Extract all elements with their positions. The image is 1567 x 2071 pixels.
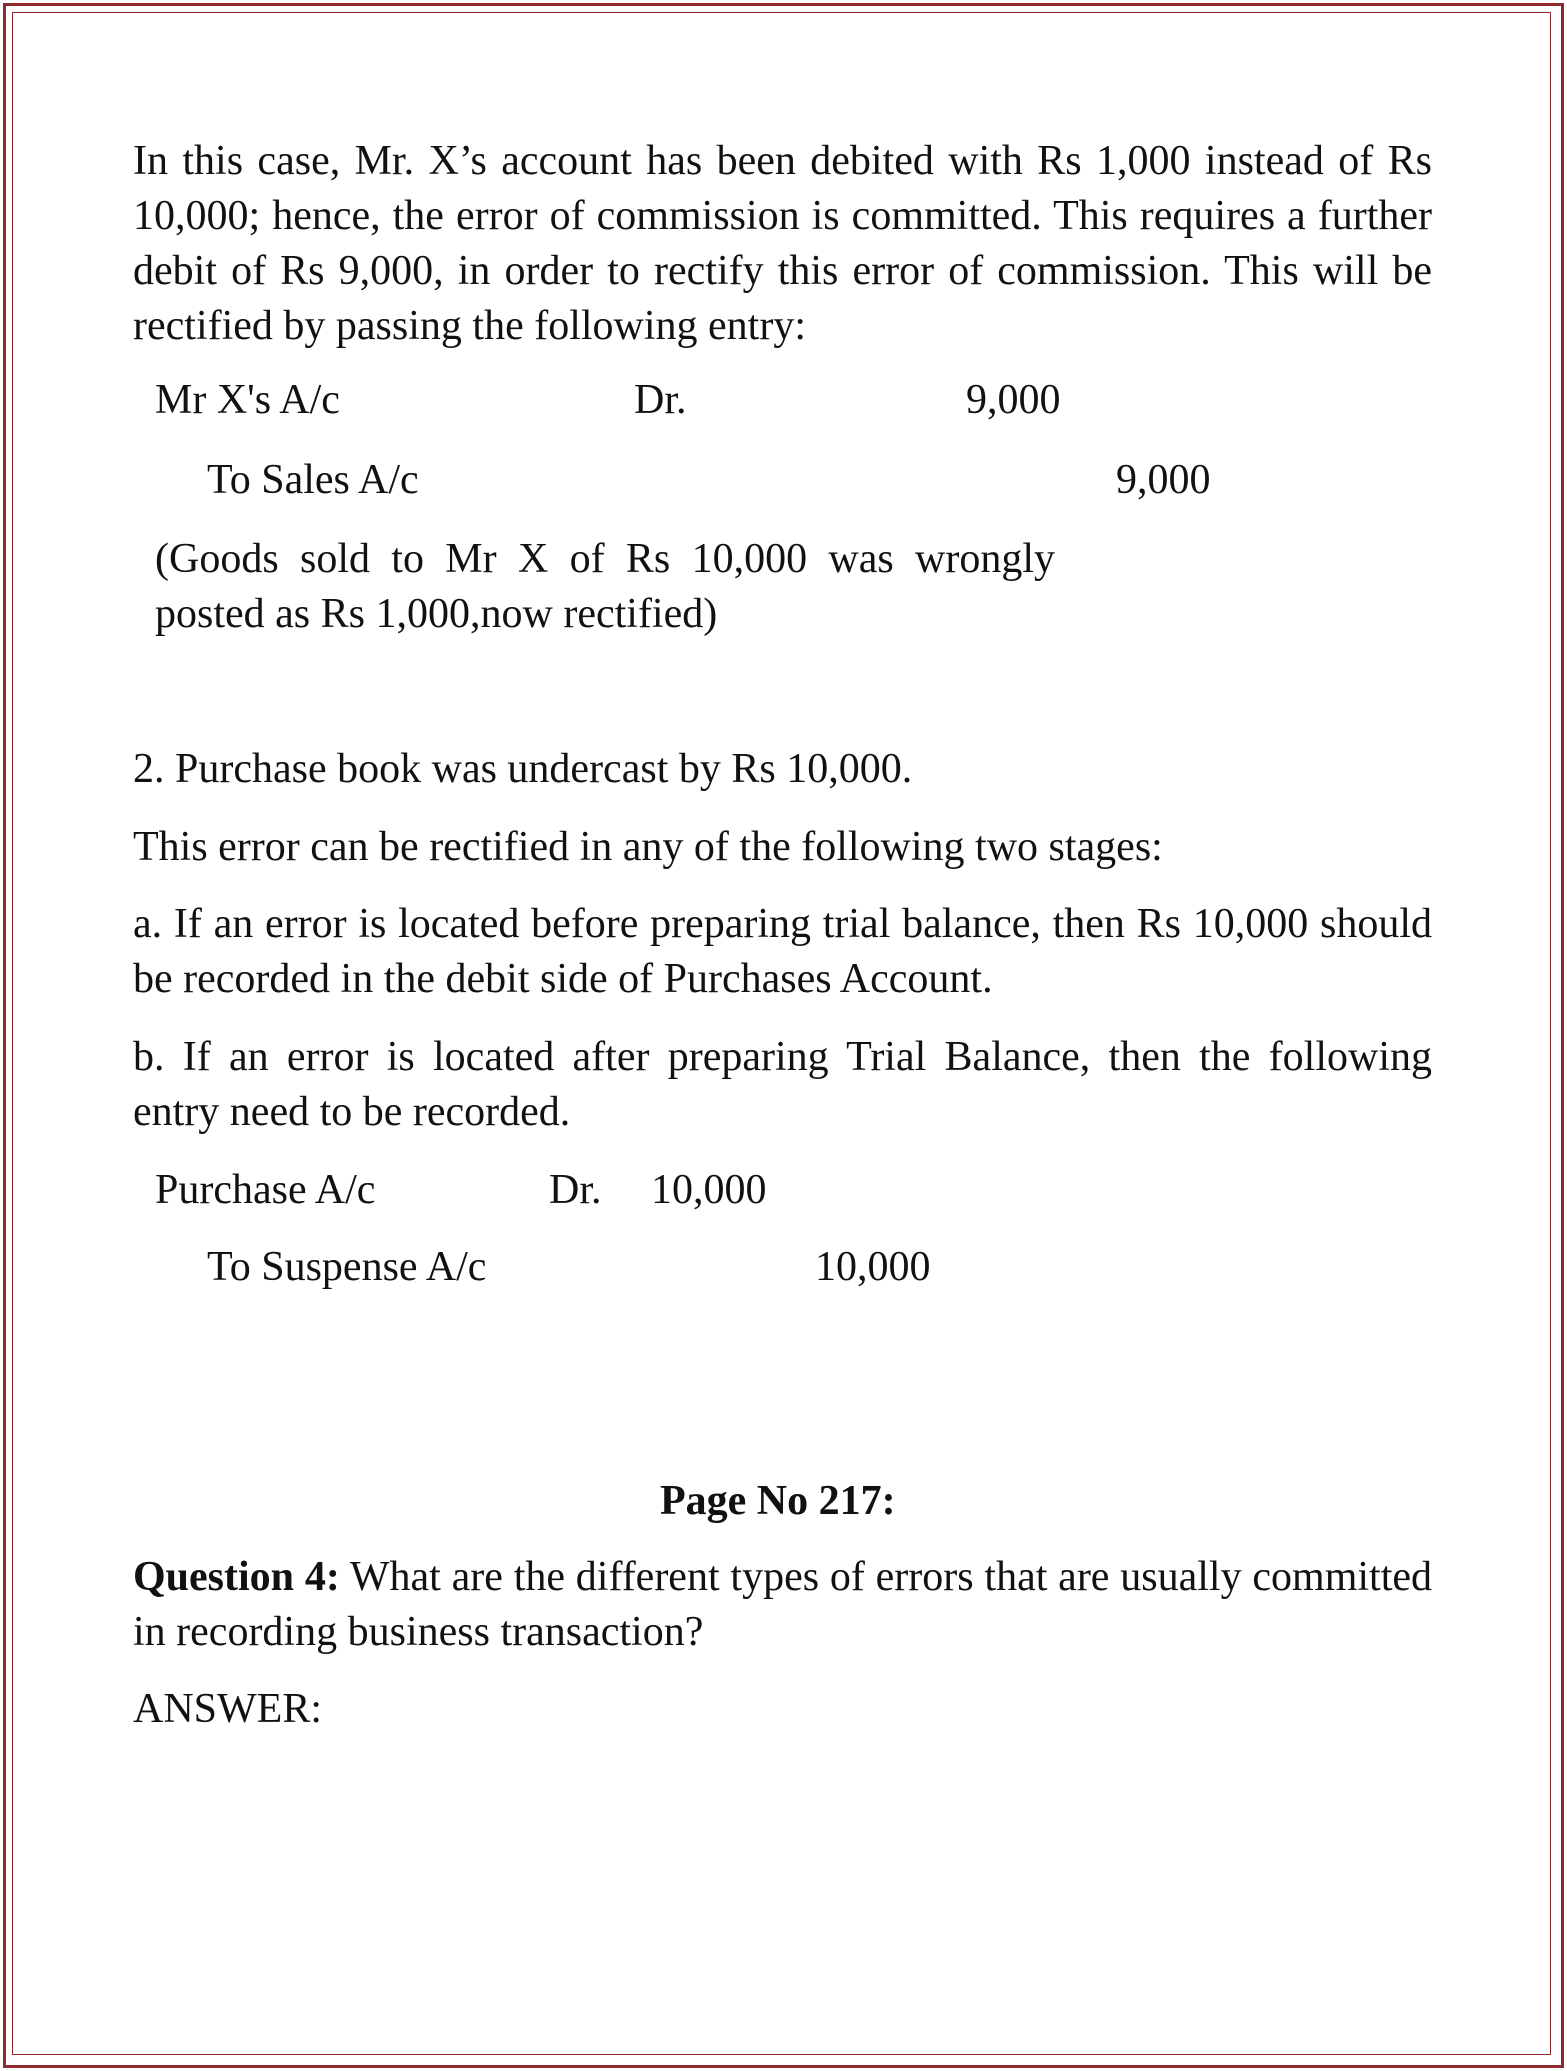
page-heading: Page No 217: — [660, 1478, 896, 1524]
question-4 — [133, 1550, 1432, 1660]
entry2-debit-amount: 10,000 — [651, 1167, 767, 1213]
item2-stages-text: This error can be rectified in any of the following two stages: — [133, 824, 1163, 870]
entry1-narration: (Goods sold to Mr X of Rs 10,000 was wrongly posted as Rs 1,000,now rectified) — [155, 536, 1055, 637]
entry1-debit-amount: 9,000 — [966, 377, 1061, 423]
entry1-credit-account: To Sales A/c — [207, 457, 419, 503]
entry2-debit-account: Purchase A/c — [155, 1167, 376, 1213]
entry2-credit-amount: 10,000 — [815, 1244, 931, 1290]
item2-stage-a: a. If an error is located before preparing trial balance, then Rs 10,000 should be recorded in the debit side of Purchases Account. — [133, 901, 1432, 1002]
entry2-credit-account: To Suspense A/c — [207, 1244, 487, 1290]
entry2-dr-label: Dr. — [549, 1167, 602, 1213]
entry1-credit-amount: 9,000 — [1116, 457, 1211, 503]
entry1-dr-label: Dr. — [634, 377, 687, 423]
answer-label: ANSWER: — [133, 1686, 322, 1732]
item2-stage-b: b. If an error is located after preparing Trial Balance, then the following entry need to be recorded. — [133, 1034, 1432, 1135]
intro-paragraph: In this case, Mr. X’s account has been debited with Rs 1,000 instead of Rs 10,000; hence, the error of commission is committed. This requires a further debit of Rs 9,000, in order to rectify this error of commission. This will be rectified by passing the following entry: — [133, 138, 1432, 349]
question-text: What are the different types of errors that are usually committed in recording business transaction? — [133, 1554, 1433, 1655]
entry1-debit-account: Mr X's A/c — [155, 377, 340, 423]
item2-heading: 2. Purchase book was undercast by Rs 10,000. — [133, 746, 913, 792]
question-label: Question 4: — [133, 1554, 340, 1600]
